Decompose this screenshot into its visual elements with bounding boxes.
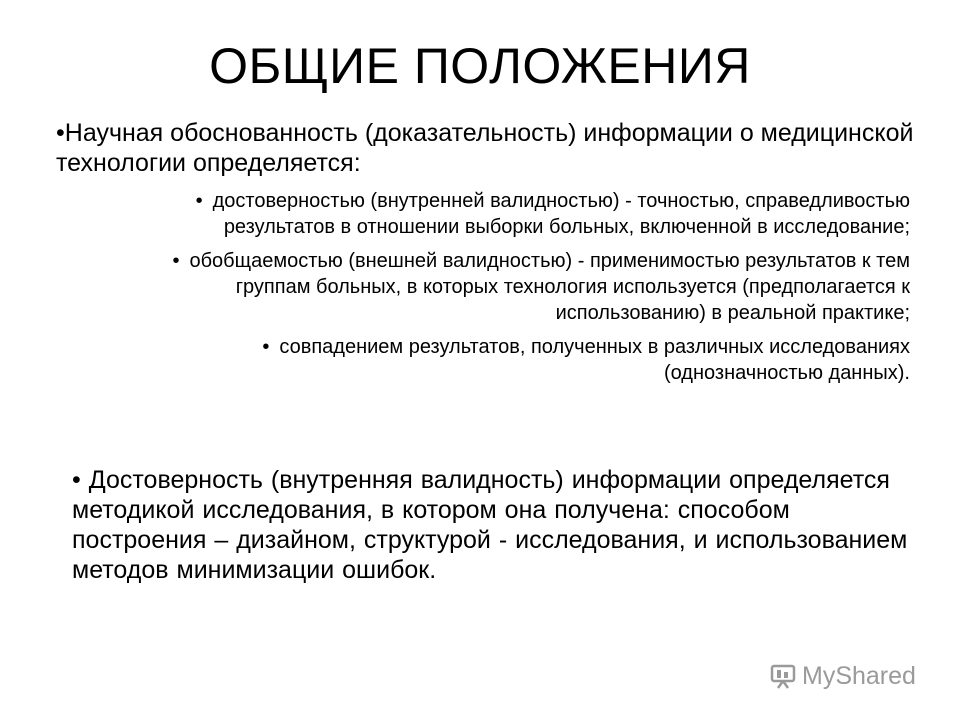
bullet-icon: • [195,190,203,212]
list-item-text: обобщаемостью (внешней валидностью) - применимостью результатов к тем группам больных, в которых технология используется (предполагается к использованию) в реальной практике; [189,250,910,324]
bullet-icon: • [172,250,180,272]
lead-paragraph [56,118,916,178]
list-item [110,334,910,386]
bullet-icon: • [262,336,270,358]
list-item-text: совпадением результатов, полученных в различных исследованиях (однозначностью данных). [279,336,910,384]
presentation-board-icon [770,663,796,689]
watermark-text: MyShared [802,661,916,690]
criteria-list [110,188,910,394]
list-item-text: достоверностью (внутренней валидностью) - точностью, справедливостью результатов в отношении выборки больных, включенной в исследование; [212,190,910,238]
slide-title: ОБЩИЕ ПОЛОЖЕНИЯ [209,38,751,94]
watermark-logo [770,658,940,694]
lead-text: Научная обоснованность (доказательность) информации о медицинской технологии определяется: [56,119,914,177]
list-item [110,248,910,326]
bullet-icon: • [72,466,81,494]
validity-paragraph [72,465,912,585]
bullet-icon: • [56,119,65,147]
list-item [110,188,910,240]
validity-text: Достоверность (внутренняя валидность) информации определяется методикой исследования, в котором она получена: способом построения – дизайном, структурой - исследования, и использованием методов минимизации ошибок. [72,466,908,584]
